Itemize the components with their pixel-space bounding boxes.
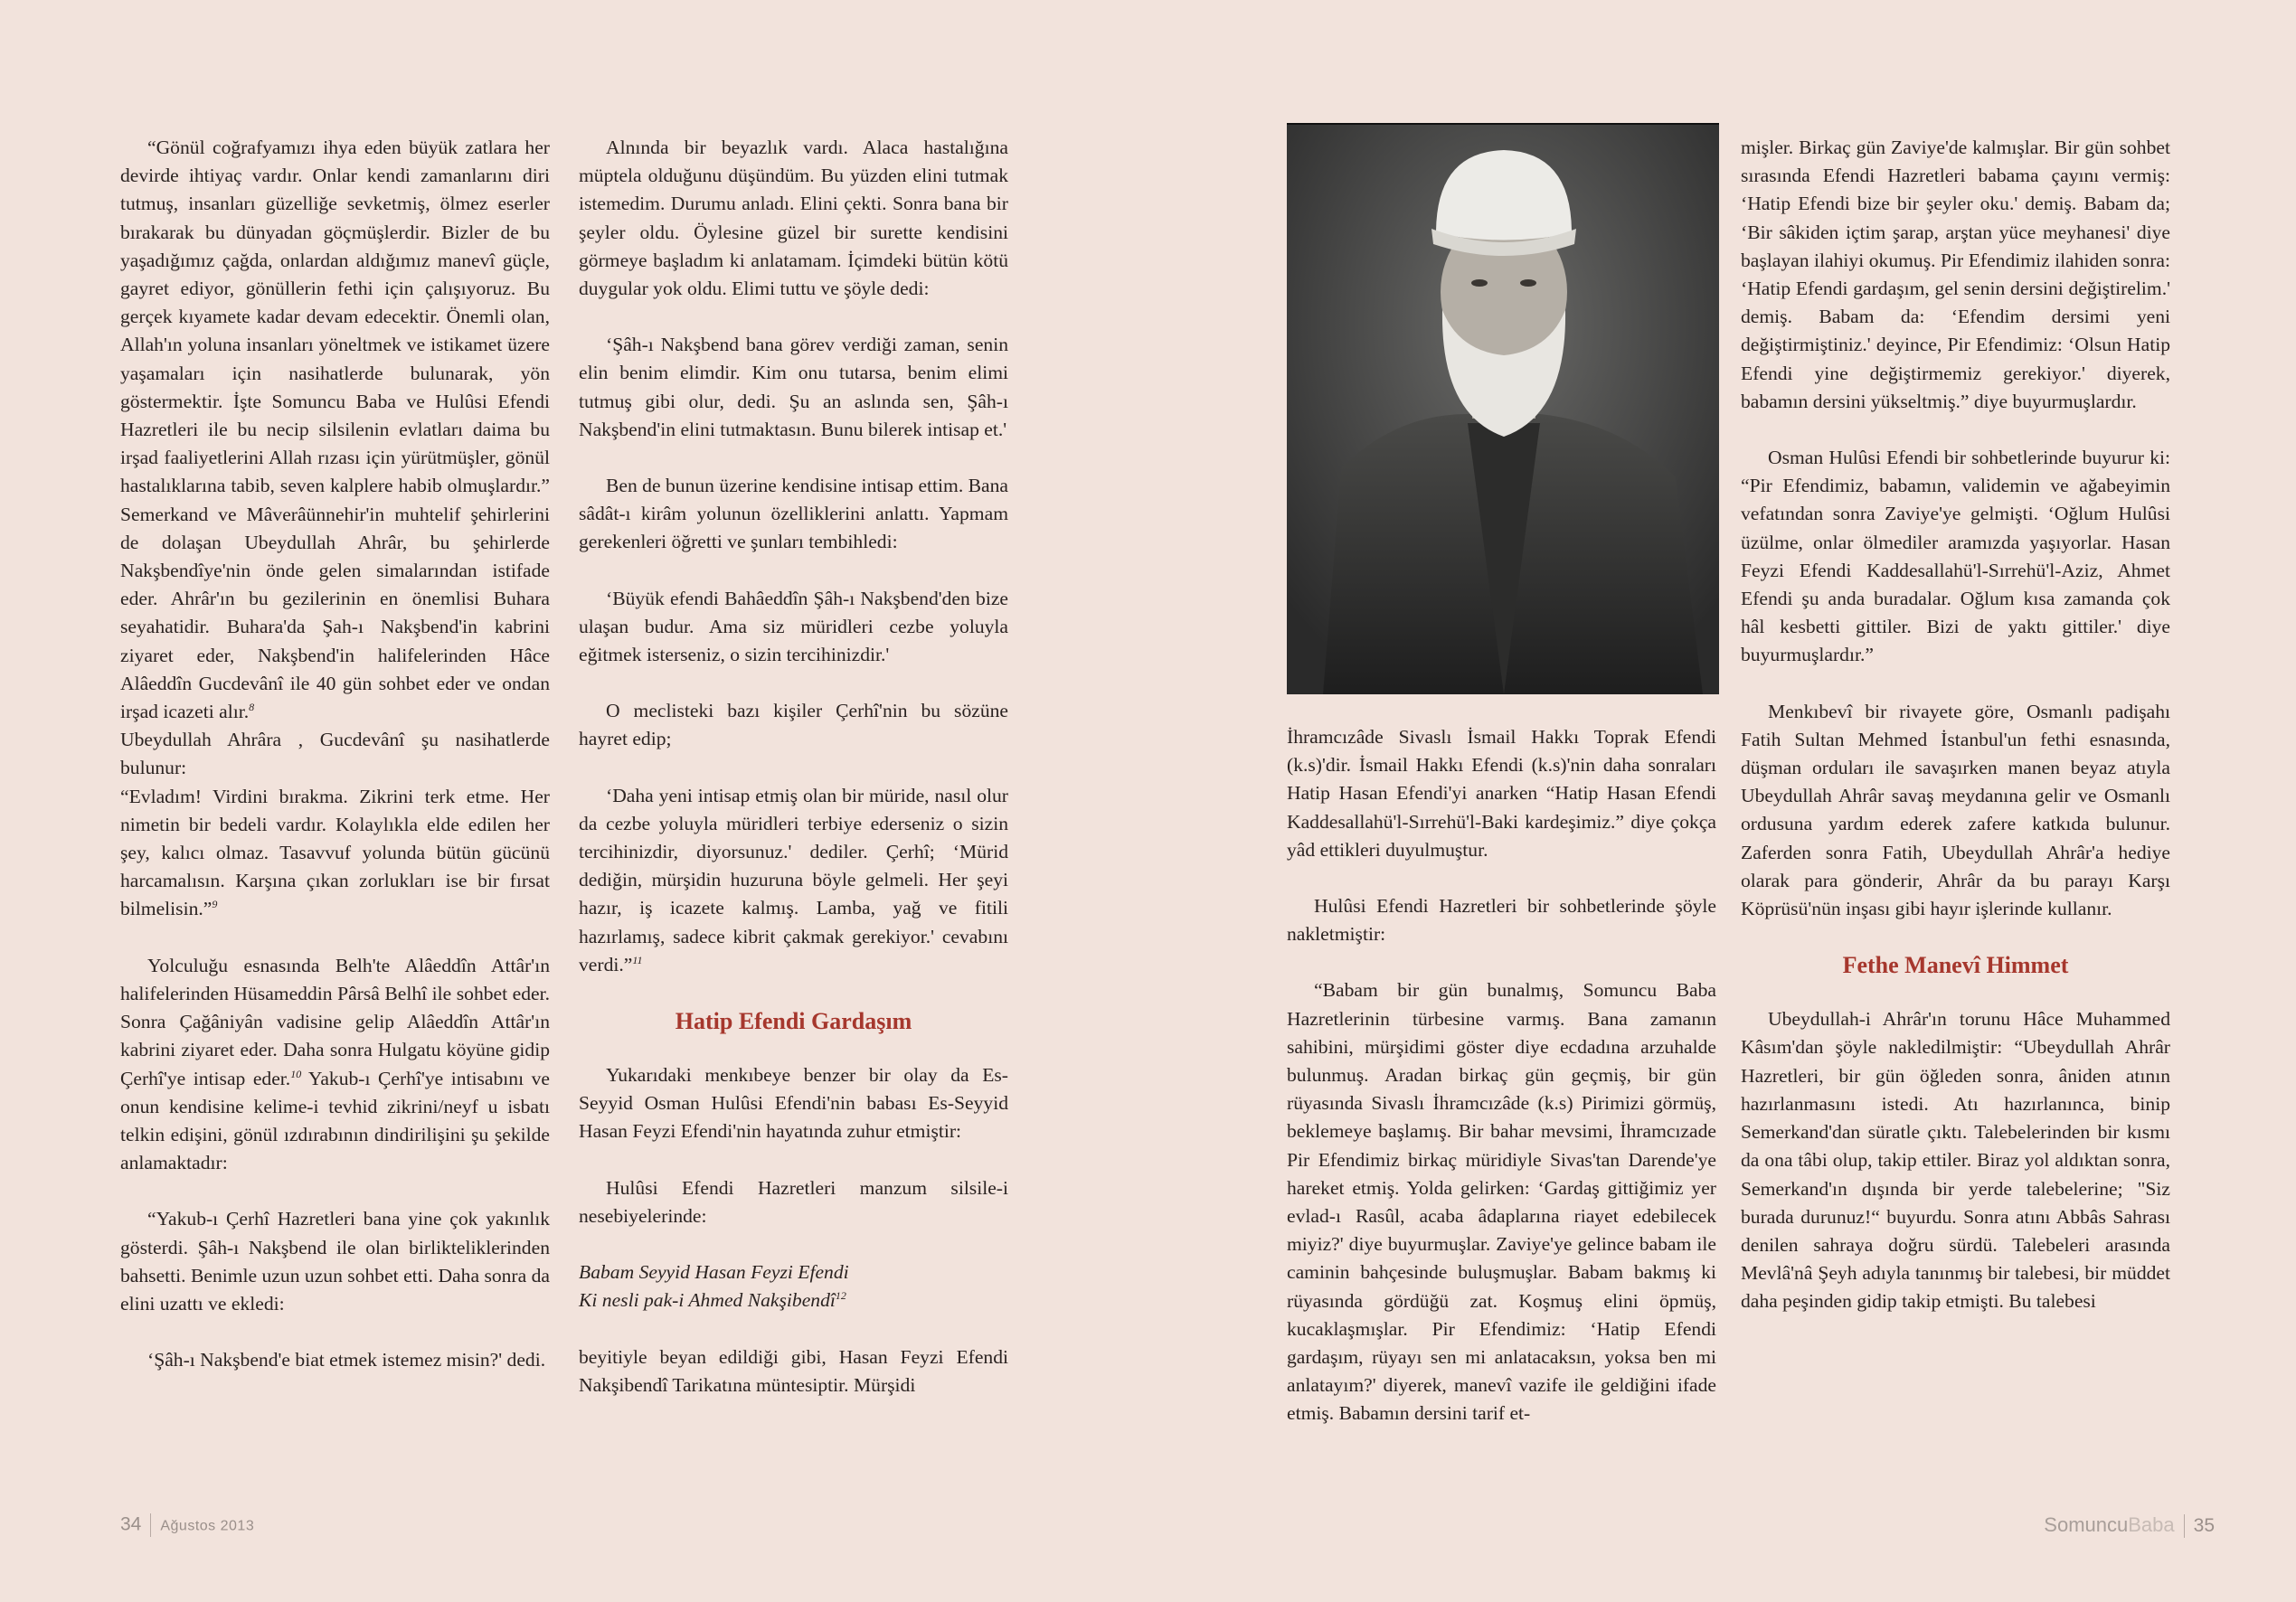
magazine-brand: Somuncu	[2044, 1513, 2129, 1536]
paragraph: Hulûsi Efendi Hazretleri manzum silsile-i nesebiyelerinde:	[579, 1176, 1008, 1227]
paragraph: Ubeydullah Ahrâra , Gucdevânî şu nasihatlerde bulunur:	[120, 729, 550, 779]
issue-date: Ağustos 2013	[160, 1518, 255, 1534]
paragraph: “Gönül coğrafyamızı ihya eden büyük zatlara her devirde ihtiyaç vardır. Onlar kendi zamanlarını diri tutmuş, insanları güzelliğe sevketmiş, ölmez eserler bırakarak bu dünyadan göçmüşlerdir. Bizler de bu yaşadığımız çağda, onlardan aldığımız manevî güçle, gayret ediyor, gönüllerin fethi için çalışıyoruz. Bu gerçek kıyamete kadar devam edecektir. Önemli olan, Allah'ın yoluna insanları yöneltmek ve istikamet üzere yaşamaları için nasihatlerde bulunarak, yön göstermektir. İşte Somuncu Baba ve Hulûsi Efendi Hazretleri ile bu necip silsilenin evlatları daima bu irşad faaliyetlerini Allah rızası için yürütmüşler, gönül hastalıklarına tabib, seven kalplere habib olmuşlardır.” Semerkand ve Mâverâünnehir'in muhtelif şehirlerini de dolaşan Ubeydullah Ahrâr, bu şehirlerde Nakşbendîye'nin önde gelen simalarından istifade eder. Ahrâr'ın bu gezilerinin en önemlisi Buhara seyahatidir. Buhara'da Şah-ı Nakşbend'in kabrini ziyaret eder, Nakşbend'in halifelerinden Hâce Alâeddîn Gucdevânî ile 40 gün sohbet eder ve ondan irşad icazeti alır.$^8$	[120, 137, 550, 723]
magazine-brand-suffix: Baba	[2128, 1513, 2175, 1536]
divider	[150, 1513, 151, 1537]
paragraph: ‘Büyük efendi Bahâeddîn Şâh-ı Nakşbend'den bize ulaşan budur. Ama siz müridleri cezbe yoluyla eğitmek isterseniz, o sizin tercihinizdir.'	[579, 587, 1008, 666]
paragraph: Hulûsi Efendi Hazretleri bir sohbetlerinde şöyle nakletmiştir:	[1287, 895, 1716, 946]
left-column-2	[579, 134, 1008, 1399]
paragraph: Yolculuğu esnasında Belh'te Alâeddîn Attâr'ın halifelerinden Hüsameddin Pârsâ Belhî ile sohbet eder. Sonra Çağâniyân vadisine gelip Alâeddîn Attâr'ın kabrini ziyaret eder. Daha sonra Hulgatu köyüne gidip Çerhî'ye intisap eder.$^{10}$ Yakub-ı Çerhî'ye intisabını ve onun kendisine kelime-i tevhid zikrini/neyf u isbatı telkin edişini, gönül ızdırabının dindirilişini şu şekilde anlamaktadır:	[120, 954, 550, 1174]
paragraph: ‘Şâh-ı Nakşbend'e biat etmek istemez misin?' dedi.	[147, 1349, 546, 1371]
paragraph: Ubeydullah-i Ahrâr'ın torunu Hâce Muhammed Kâsım'dan şöyle nakledilmiştir: “Ubeydullah Ahrâr Hazretleri, bir gün öğleden sonra, âniden atının hazırlanmasını istedi. Atı hazırlanınca, binip Semerkand'dan süratle çıktı. Talebelerinden bir kısmı da ona tâbi olup, takip ettiler. Biraz yol aldıktan sonra, Semerkand'ın dışında bir yerde talebelerine; "Siz burada durunuz!“ buyurdu. Sonra atını Abbâs Sahrası denilen sahraya doğru sürdü. Talebeleri arasında Mevlâ'nâ Şeyh adıyla tanınmış bir talebesi, bir müddet daha peşinden gidip takip etmişti. Bu talebesi	[1741, 1008, 2170, 1313]
paragraph: Osman Hulûsi Efendi bir sohbetlerinde buyurur ki: “Pir Efendimiz, babamın, validemin ve ağabeyimin vefatından sonra Zaviye'ye gelmişti. ‘Oğlum Hulûsi üzülme, onlar ölmediler aramızda yaşıyorlar. Hasan Feyzi Efendi Kaddesallahü'l-Sırrehü'l-Aziz, Ahmet Efendi şu anda buradalar. Oğlum kısa zamanda çok hâl kesbetti gittiler. Bizi de yaktı gittiler.' diye buyurmuşlardır.”	[1741, 447, 2170, 666]
right-column-1	[1287, 723, 1716, 1428]
paragraph: Alnında bir beyazlık vardı. Alaca hastalığına müptela olduğunu düşündüm. Bu yüzden elini tutmak istemedim. Durumu anladı. Elini çekti. Sonra bana bir şeyler oldu. Öylesine güzel bir surette kendisini görmeye başladım ki anlatamam. İçimdeki bütün kötü duygular yok oldu. Elimi tuttu ve şöyle dedi:	[579, 137, 1008, 300]
paragraph: ‘Şâh-ı Nakşbend bana görev verdiği zaman, senin elin benim elimdir. Kim onu tutarsa, benim elimi tutmuş gibi olur, dedi. Şu an aslında sen, Şâh-ı Nakşbend'in elini tutmaktasın. Bunu bilerek intisap et.'	[579, 334, 1008, 440]
footer-left	[120, 1513, 254, 1537]
paragraph: beyitiyle beyan edildiği gibi, Hasan Feyzi Efendi Nakşibendî Tarikatına müntesiptir. Mürşidi	[579, 1345, 1008, 1396]
section-heading-fethe-manevi-himmet: Fethe Manevî Himmet	[1842, 952, 2069, 979]
paragraph: Yukarıdaki menkıbeye benzer bir olay da Es-Seyyid Osman Hulûsi Efendi'nin babası Es-Seyyid Hasan Feyzi Efendi'nin hayatında zuhur etmiştir:	[579, 1064, 1008, 1143]
page-number: 35	[2193, 1515, 2215, 1536]
portrait-photo	[1287, 123, 1719, 694]
paragraph: ‘Daha yeni intisap etmiş olan bir müride, nasıl olur da cezbe yoluyla müridleri terbiye ederseniz o sizin tercihinizdir, diyorsunuz.' dediler. Çerhî; ‘Mürid dediğin, mürşidin huzuruna böyle gelmeli. Her şeyi hazır, iş icazete kalmış. Lamba, yağ ve fitili hazırlamış, sadece kibrit çakmak gerekiyor.' cevabını verdi.”$^{11}$	[579, 784, 1008, 975]
paragraph: “Yakub-ı Çerhî Hazretleri bana yine çok yakınlık gösterdi. Şâh-ı Nakşbend ile olan birlikteliklerinden bahsetti. Benimle uzun uzun sohbet etti. Daha sonra da elini uzattı ve ekledi:	[120, 1208, 550, 1315]
divider	[2184, 1514, 2185, 1538]
paragraph: O meclisteki bazı kişiler Çerhî'nin bu sözüne hayret edip;	[579, 700, 1008, 750]
section-heading-hatip-efendi: Hatip Efendi Gardaşım	[675, 1008, 912, 1035]
page-number: 34	[120, 1513, 142, 1535]
right-column-2	[1741, 134, 2170, 1316]
quote-paragraph: “Evladım! Virdini bırakma. Zikrini terk etme. Her nimetin bir bedeli vardır. Kolaylıkla elde edilen her şey, kalıcı olmaz. Tasavvuf yolunda bütün gücünü harcamalısın. Karşına çıkan zorlukları ise bir fırsat bilmelisin.”$^9$	[120, 785, 550, 920]
portrait-photo-icon	[1287, 125, 1719, 694]
paragraph: “Babam bir gün bunalmış, Somuncu Baba Hazretlerinin türbesine varmış. Bana zamanın sahibini, mürşidimi göster diye ecdadına arzuhalde bulunmuş. Aradan birkaç gün geçmiş, bir gün rüyasında Sivaslı İhramcızâde (k.s) Pirimizi görmüş, beklemeye başlamış. Bir bahar mevsimi, İhramcızade Pir Efendimiz birkaç müridiyle Sivas'tan Darende'ye hareket etmiş. Yolda gelirken: ‘Gardaş gittiğimiz yer evlad-ı Rasûl, acaba âdaplarına riayet edebilecek miyiz?' diye buyurmuşlar. Zaviye'ye gelince babam ile caminin bahçesinde buluşmuşlar. Babam bakmış ki rüyasında gördüğü zat. Koşmuş elini öpmüş, kucaklaşmışlar. Pir Efendimiz: ‘Hatip Efendi gardaşım, rüyayı sen mi anlatacaksın, yoksa ben mi anlatayım?' diyerek, manevî vazife ile geldiğini ifade etmiş. Babamın dersini tarif et-	[1287, 979, 1716, 1425]
paragraph: Menkıbevî bir rivayete göre, Osmanlı padişahı Fatih Sultan Mehmed İstanbul'un fethi esnasında, düşman orduları ile savaşırken manen beyaz atıyla Ubeydullah Ahrâr savaş meydanına gelir ve Osmanlı ordusuna yardım ederek zafere katkıda bulunur. Zaferden sonra Fatih, Ubeydullah Ahrâr'a hediye olarak para gönderir, Ahrâr da bu parayı Karşı Köprüsü'nün inşası gibi hayır işlerinde kullanır.	[1741, 700, 2170, 920]
verse: Babam Seyyid Hasan Feyzi Efendi Ki nesli pak-i Ahmed Nakşibendî$^{12}$	[579, 1261, 849, 1312]
paragraph: Ben de bunun üzerine kendisine intisap ettim. Bana sâdât-ı kirâm yolunun özelliklerini anlattı. Yapmam gerekenleri öğretti ve şunları tembihledi:	[579, 475, 1008, 553]
paragraph: mişler. Birkaç gün Zaviye'de kalmışlar. Bir gün sohbet sırasında Efendi Hazretleri babama çayını vermiş: ‘Hatip Efendi bize bir şeyler oku.' demiş. Babam da; ‘Bir sâkiden içtim şarap, arştan yüce meyhanesi' diye başlayan ilahiyi okumuş. Pir Efendimiz ilahiden sonra: ‘Hatip Efendi gardaşım, gel senin dersini değiştirelim.' demiş. Babam da: ‘Efendim dersimi yeni değiştirmiştiniz.' deyince, Pir Efendimiz: ‘Olsun Hatip Efendi yine değiştirmemiz gerekiyor.' diyerek, babamın dersini yükseltmiş.” diye buyurmuşlardır.	[1741, 137, 2170, 412]
photo-caption: İhramcızâde Sivaslı İsmail Hakkı Toprak Efendi (k.s)'dir. İsmail Hakkı Efendi (k.s)'nin daha sonraları Hatip Hasan Efendi'yi anarken “Hatip Hasan Efendi Kaddesallahü'l-Sırrehü'l-Baki kardeşimiz.” diye çokça yâd ettikleri duyulmuştur.	[1287, 726, 1716, 861]
footer-right	[2044, 1513, 2215, 1538]
left-column-1	[120, 134, 550, 1402]
